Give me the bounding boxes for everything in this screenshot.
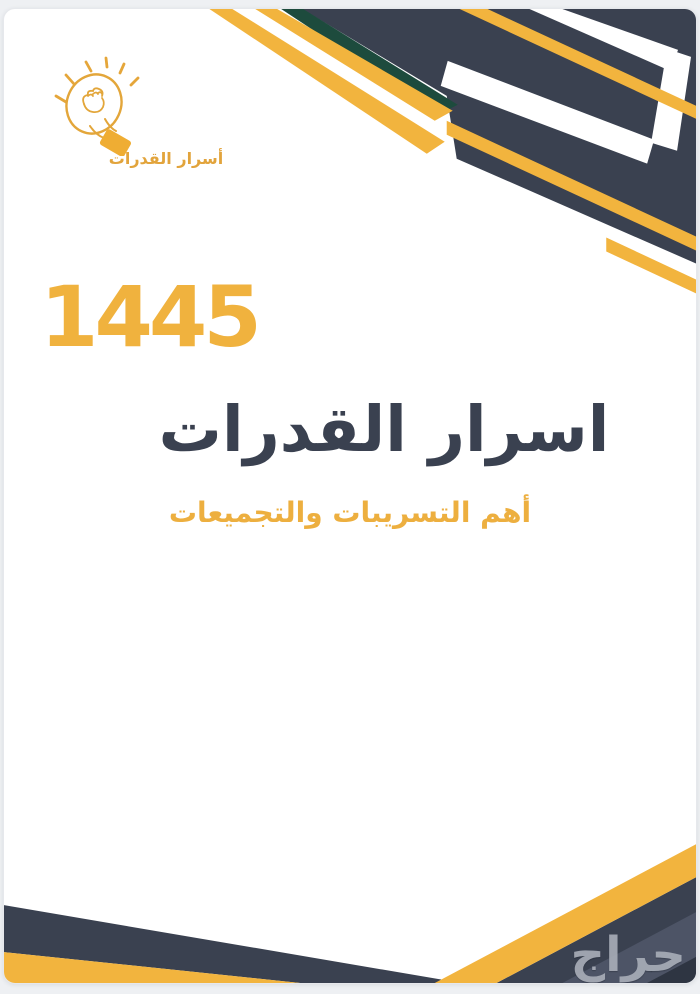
cover-title: اسرار القدرات: [158, 393, 610, 466]
haraj-watermark: حراج: [570, 927, 686, 983]
year-text: 1445: [40, 268, 258, 366]
lightbulb-icon: [46, 56, 156, 156]
cover-card: [3, 8, 697, 984]
brand-label: أسرار القدرات: [108, 149, 224, 168]
cover-subtitle: أهم التسريبات والتجميعات: [168, 496, 532, 529]
lightbulb-fist-sketch: [83, 88, 104, 112]
